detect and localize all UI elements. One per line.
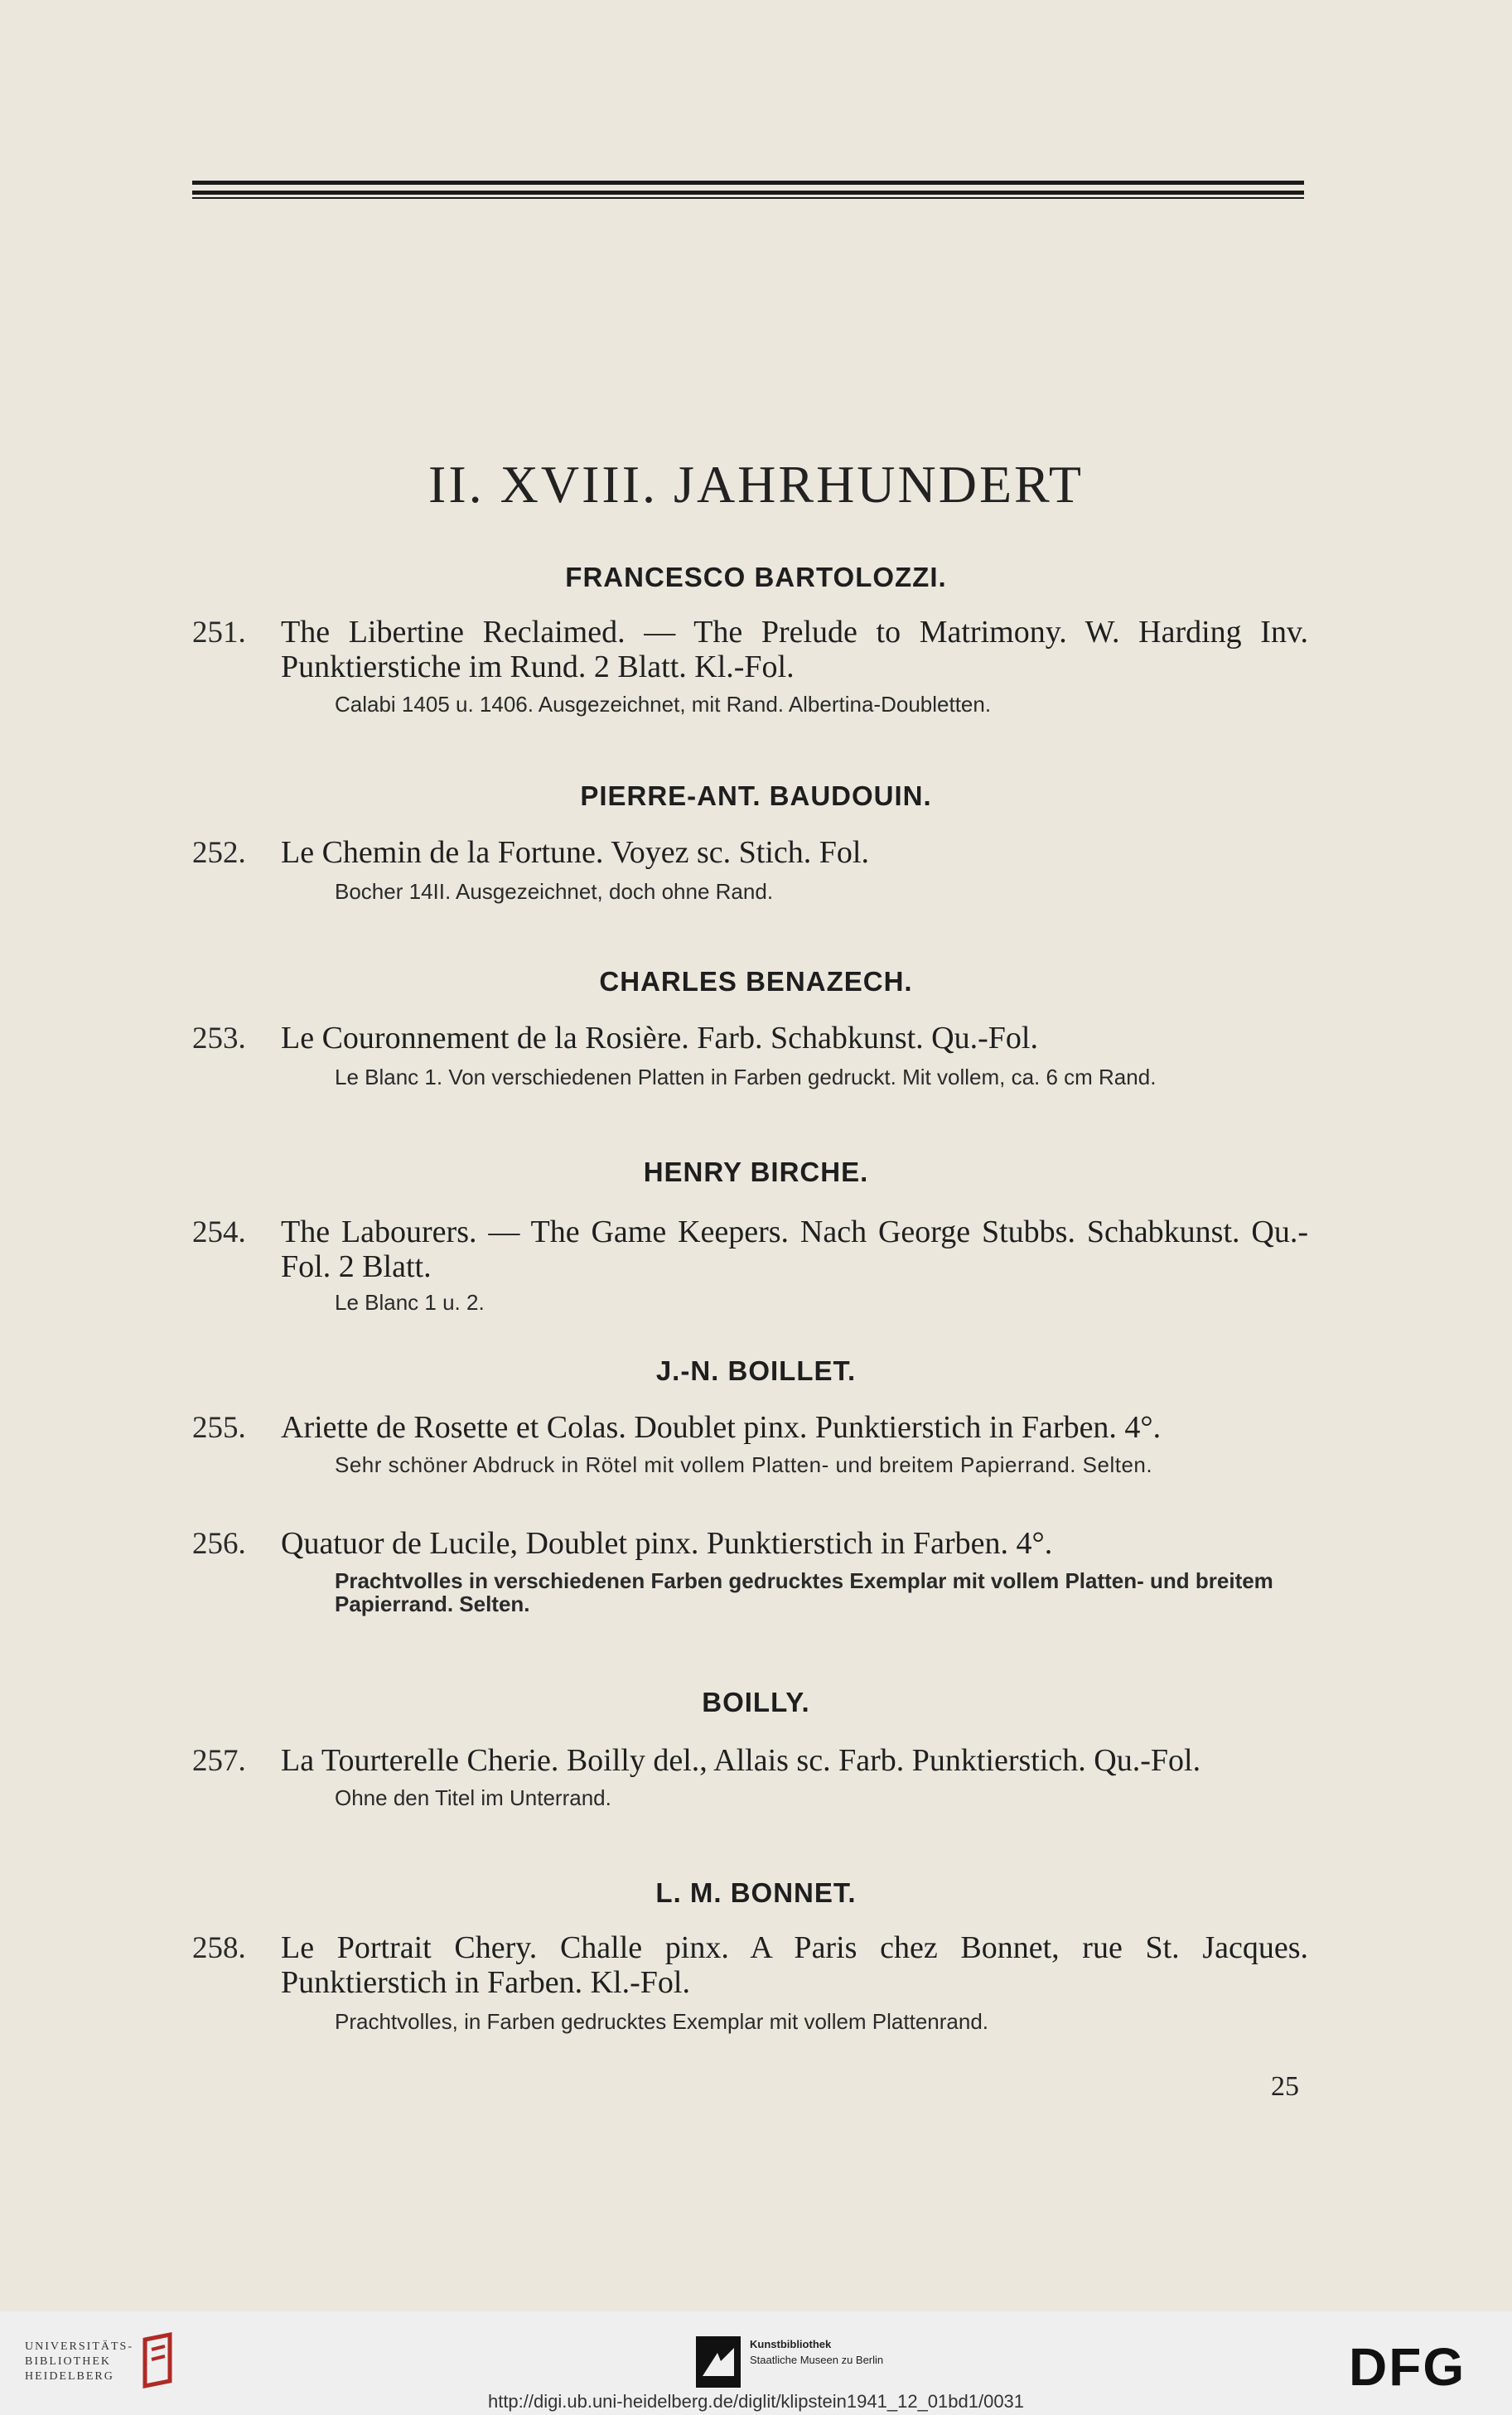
kunstbibliothek-title: Kunstbibliothek — [750, 2338, 832, 2350]
source-url[interactable]: http://digi.ub.uni-heidelberg.de/diglit/klipstein1941_12_01bd1/0031 — [487, 2391, 1025, 2412]
kunstbibliothek-subtitle: Staatliche Museen zu Berlin — [750, 2354, 884, 2366]
entry-title: Le Chemin de la Fortune. Voyez sc. Stich. Fol. — [281, 835, 869, 870]
artist-heading: PIERRE-ANT. BAUDOUIN. — [580, 780, 932, 811]
entry-note: Sehr schöner Abdruck in Rötel mit vollem Platten- und breitem Papierrand. Selten. — [335, 1452, 1153, 1477]
kunstbibliothek-logo-icon — [696, 2336, 741, 2388]
entry-number: 254. — [192, 1215, 246, 1249]
artist-heading: L. M. BONNET. — [655, 1877, 857, 1908]
header-rule — [192, 191, 1304, 195]
dfg-logo: DFG — [1349, 2337, 1466, 2397]
entry-title: Le Couronnement de la Rosière. Farb. Schabkunst. Qu.-Fol. — [281, 1021, 1038, 1055]
entry-title: The Libertine Reclaimed. — The Prelude to Matrimony. W. Harding Inv. Punktierstiche im Rund. 2 Blatt. Kl.-Fol. — [281, 615, 1308, 684]
entry-title: Le Portrait Chery. Challe pinx. A Paris chez Bonnet, rue St. Jacques. Punktierstich in Farben. Kl.-Fol. — [281, 1930, 1308, 2000]
university-logo-icon — [137, 2331, 186, 2389]
university-library-label: UNIVERSITÄTS- BIBLIOTHEK HEIDELBERG — [25, 2340, 133, 2383]
artist-heading: BOILLY. — [702, 1687, 810, 1717]
entry-note: Bocher 14II. Ausgezeichnet, doch ohne Rand. — [335, 879, 774, 904]
entry-note: Le Blanc 1. Von verschiedenen Platten in Farben gedruckt. Mit vollem, ca. 6 cm Rand. — [335, 1065, 1157, 1089]
artist-heading: FRANCESCO BARTOLOZZI. — [565, 562, 947, 592]
part-title: II. XVIII. JAHRHUNDERT — [428, 455, 1084, 514]
entry-title: Ariette de Rosette et Colas. Doublet pinx. Punktierstich in Farben. 4°. — [281, 1410, 1162, 1445]
entry-note: Prachtvolles, in Farben gedrucktes Exemplar mit vollem Plattenrand. — [335, 2009, 989, 2034]
entry-title: The Labourers. — The Game Keepers. Nach George Stubbs. Schabkunst. Qu.-Fol. 2 Blatt. — [281, 1215, 1308, 1284]
entry-note: Prachtvolles in verschiedenen Farben gedrucktes Exemplar mit vollem Platten- und breitem Papierrand. Selten. — [335, 1568, 1273, 1616]
entry-number: 255. — [192, 1411, 246, 1445]
header-rule — [192, 197, 1304, 199]
entry-number: 257. — [192, 1744, 246, 1778]
entry-title: Quatuor de Lucile, Doublet pinx. Punktierstich in Farben. 4°. — [281, 1526, 1053, 1561]
artist-heading: CHARLES BENAZECH. — [599, 966, 913, 997]
entry-note: Ohne den Titel im Unterrand. — [335, 1785, 611, 1810]
entry-number: 252. — [192, 836, 246, 870]
entry-number: 258. — [192, 1931, 246, 1965]
artist-heading: J.-N. BOILLET. — [655, 1355, 857, 1386]
entry-number: 251. — [192, 616, 246, 650]
entry-title: La Tourterelle Cherie. Boilly del., Allais sc. Farb. Punktierstich. Qu.-Fol. — [281, 1743, 1201, 1778]
page-number: 25 — [1271, 2071, 1299, 2102]
entry-number: 256. — [192, 1527, 246, 1561]
header-rule — [192, 181, 1304, 185]
kunstbibliothek-label — [750, 2336, 883, 2368]
artist-heading: HENRY BIRCHE. — [643, 1157, 869, 1187]
entry-note: Calabi 1405 u. 1406. Ausgezeichnet, mit Rand. Albertina-Doubletten. — [335, 692, 992, 717]
entry-note: Le Blanc 1 u. 2. — [335, 1290, 485, 1315]
entry-number: 253. — [192, 1022, 246, 1055]
digitization-footer — [0, 2311, 1512, 2415]
